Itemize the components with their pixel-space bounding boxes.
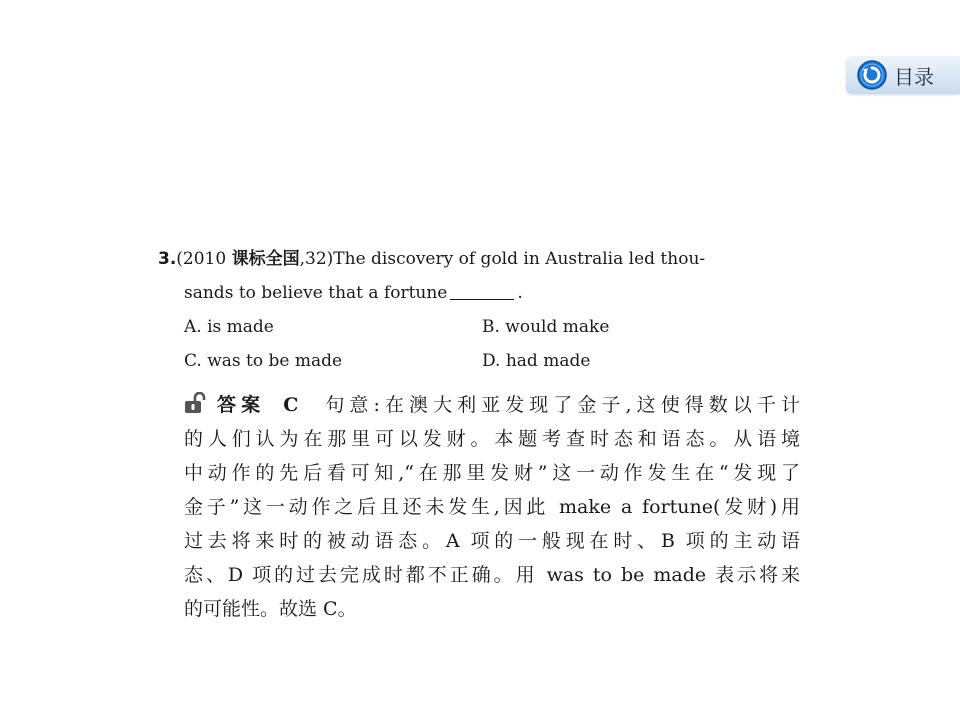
question-source-name: 课标全国 — [231, 249, 300, 269]
refresh-circle-icon — [856, 59, 888, 91]
answer-blank — [450, 281, 514, 300]
answer-block — [184, 388, 800, 626]
explanation-line-2: 的人们认为在那里可以发财。本题考查时态和语态。从语境 — [184, 428, 800, 450]
option-a: A. is made — [184, 317, 274, 337]
options-row-1 — [158, 312, 798, 346]
question-line-2 — [158, 278, 798, 312]
option-b: B. would make — [482, 317, 610, 337]
explanation-line-7: 的可能性。故选 C。 — [184, 598, 357, 620]
question-stem-line1: The discovery of gold in Australia led thou- — [333, 249, 706, 269]
toc-label: 目录 — [894, 64, 934, 89]
question-stem-end: . — [517, 283, 523, 303]
question-source-close: ,32) — [299, 249, 334, 269]
unlock-icon — [184, 392, 208, 414]
answer-line-1 — [184, 388, 800, 422]
explanation-line-6: 态、D 项的过去完成时都不正确。用 was to be made 表示将来 — [184, 564, 800, 586]
question-block — [158, 244, 798, 380]
option-d: D. had made — [482, 351, 591, 371]
question-line-1 — [158, 244, 798, 278]
explanation-line-5: 过去将来时的被动语态。A 项的一般现在时、B 项的主动语 — [184, 530, 800, 552]
question-stem-line2: sands to believe that a fortune — [184, 283, 448, 303]
question-number: 3. — [158, 249, 177, 269]
explanation-line-3: 中动作的先后看可知,“在那里发财”这一动作发生在“发现了 — [184, 462, 800, 484]
options-row-2 — [158, 346, 798, 380]
explanation-line-1: 句意:在澳大利亚发现了金子,这使得数以千计 — [320, 394, 800, 416]
answer-label: 答案 — [212, 394, 266, 416]
option-c: C. was to be made — [184, 351, 343, 371]
answer-choice: C — [283, 394, 299, 416]
question-source-open: (2010 — [176, 249, 232, 269]
toc-button[interactable] — [846, 56, 960, 94]
explanation-line-4: 金子”这一动作之后且还未发生,因此 make a fortune(发财)用 — [184, 496, 800, 518]
